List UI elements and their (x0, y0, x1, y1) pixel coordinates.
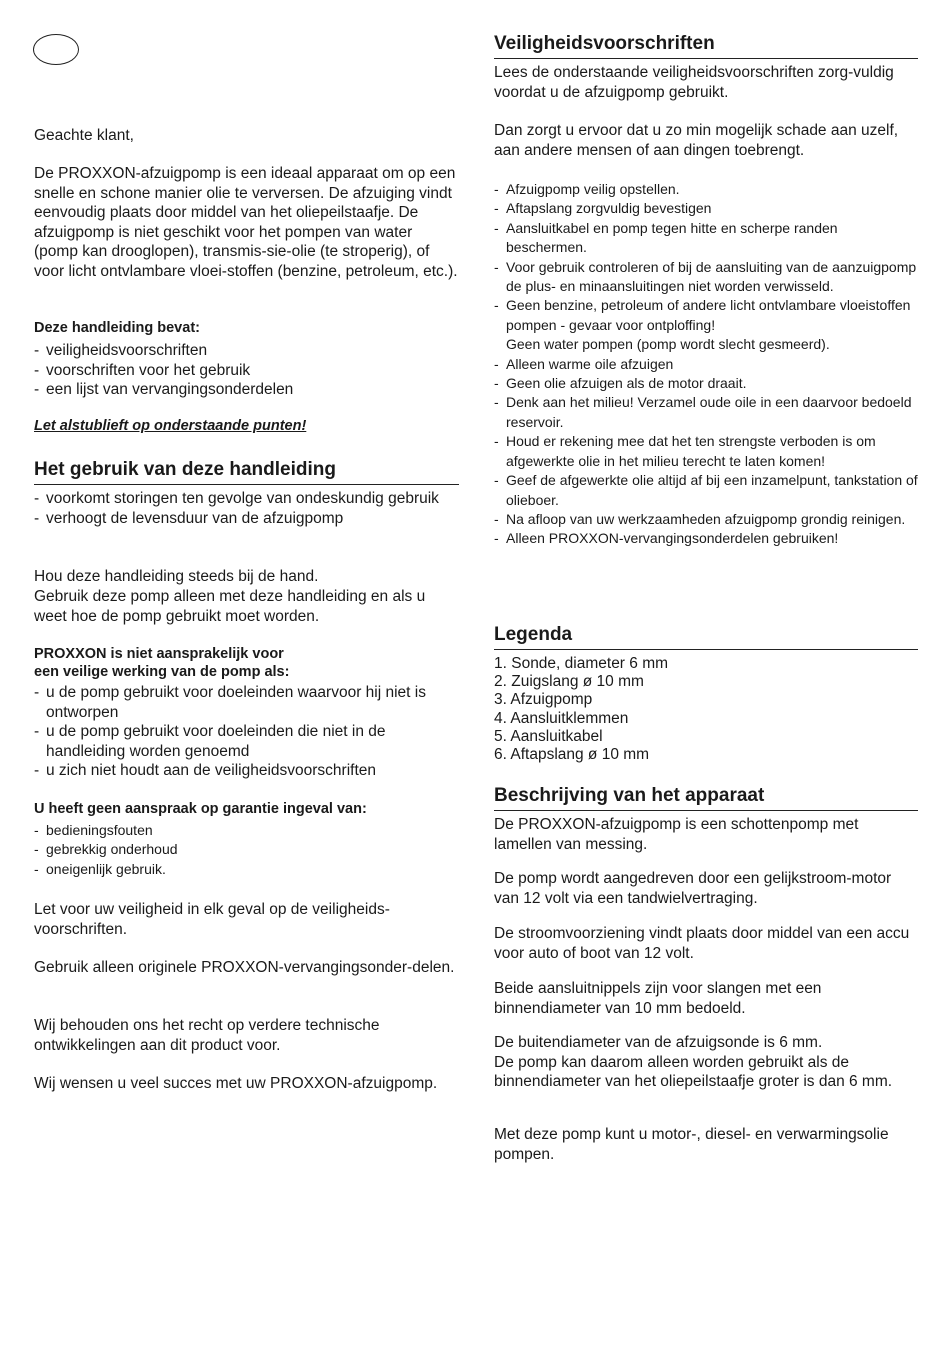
list-item: - u de pomp gebruikt voor doeleinden die niet in de handleiding worden genoemd (34, 722, 459, 761)
list-item: - verhoogt de levensduur van de afzuigpomp (34, 509, 459, 529)
list-item: - Aansluitkabel en pomp tegen hitte en scherpe randen beschermen. (494, 219, 918, 258)
rights-note: Wij behouden ons het recht op verdere technische ontwikkelingen aan dit product voor. (34, 1017, 380, 1054)
list-item: - Afzuigpomp veilig opstellen. (494, 180, 918, 199)
intro-paragraph: De PROXXON-afzuigpomp is een ideaal apparaat om op een snelle en schone manier olie te verversen. De afzuiging vindt eenvoudig plaats door middel van het oliepeilstaafje. De afzuigpomp is niet geschikt voor het pompen van water (pomp kan drooglopen), transmis-sie-olie (te stroperig), of voor licht ontvlambare vloei-stoffen (benzine, petroleum, etc.). (34, 165, 458, 280)
safety-intro-1: Lees de onderstaande veiligheidsvoorschriften zorg-vuldig voordat u de afzuigpomp gebruikt. (494, 64, 894, 101)
list-item: - Denk aan het milieu! Verzamel oude oile in een daarvoor bedoeld reservoir. (494, 393, 918, 432)
description-paragraph: Beide aansluitnippels zijn voor slangen met een binnendiameter van 10 mm bedoeld. (494, 980, 822, 1017)
list-item: - Geen benzine, petroleum of andere licht ontvlambare vloeistoffen pompen - gevaar voor ontploffing! Geen water pompen (pomp wordt slecht gesmeerd). (494, 296, 918, 354)
list-item: - Geen olie afzuigen als de motor draait. (494, 374, 918, 393)
description-heading: Beschrijving van het apparaat (494, 785, 918, 811)
list-item: 4. Aansluitklemmen (494, 709, 629, 727)
liability-heading-line-1: PROXXON is niet aansprakelijk voor (34, 646, 284, 662)
language-badge-oval (33, 34, 79, 65)
description-paragraph: De buitendiameter van de afzuigsonde is 6 mm. De pomp kan daarom alleen worden gebruikt als de binnendiameter van het oliepeilstaafje groter is dan 6 mm. (494, 1034, 893, 1090)
attention-note: Let alstublieft op onderstaande punten! (34, 418, 307, 434)
parts-note: Gebruik alleen originele PROXXON-vervangingsonder-delen. (34, 959, 455, 976)
usage-note-2: Gebruik deze pomp alleen met deze handleiding en als u weet hoe de pomp gebruikt moet worden. (34, 588, 426, 625)
description-paragraph: De pomp wordt aangedreven door een gelijkstroom-motor van 12 volt via een tandwielvertraging. (494, 870, 892, 907)
safety-reminder: Let voor uw veiligheid in elk geval op de veiligheids-voorschriften. (34, 901, 390, 938)
list-item: - Alleen PROXXON-vervangingsonderdelen gebruiken! (494, 529, 918, 548)
list-item: - u de pomp gebruikt voor doeleinden waarvoor hij niet is ontworpen (34, 683, 459, 722)
list-item: - oneigenlijk gebruik. (34, 860, 459, 879)
list-item: - u zich niet houdt aan de veiligheidsvoorschriften (34, 761, 459, 781)
list-item: - Na afloop van uw werkzaamheden afzuigpomp grondig reinigen. (494, 510, 918, 529)
list-item: 5. Aansluitkabel (494, 727, 603, 745)
liability-list (34, 683, 459, 781)
contents-section (34, 319, 459, 400)
list-item: 1. Sonde, diameter 6 mm (494, 655, 669, 672)
safety-list (494, 180, 918, 549)
greeting: Geachte klant, (34, 127, 134, 144)
list-item: - een lijst van vervangingsonderdelen (34, 380, 459, 400)
usage-section (34, 459, 459, 528)
list-item: - Voor gebruik controleren of bij de aansluiting van de aanzuigpomp de plus- en minaansluitingen niet worden verwisseld. (494, 258, 918, 297)
list-item: - veiligheidsvoorschriften (34, 341, 459, 361)
description-paragraph: De PROXXON-afzuigpomp is een schottenpomp met lamellen van messing. (494, 816, 859, 853)
list-item: - Houd er rekening mee dat het ten strengste verboden is om afgewerkte olie in het milieu terecht te laten komen! (494, 432, 918, 471)
contents-list (34, 341, 459, 400)
list-item: - gebrekkig onderhoud (34, 840, 459, 859)
list-item: - bedieningsfouten (34, 821, 459, 840)
liability-heading-line-2: een veilige werking van de pomp als: (34, 664, 290, 680)
warranty-heading: U heeft geen aanspraak op garantie ingeval van: (34, 801, 367, 817)
contents-heading: Deze handleiding bevat: (34, 320, 200, 336)
list-item: - Alleen warme oile afzuigen (494, 355, 918, 374)
list-item: 6. Aftapslang ø 10 mm (494, 746, 650, 764)
safety-intro-2: Dan zorgt u ervoor dat u zo min mogelijk schade aan uzelf, aan andere mensen of aan dingen toebrengt. (494, 122, 899, 159)
legend-heading: Legenda (494, 624, 918, 650)
list-item: 2. Zuigslang ø 10 mm (494, 673, 644, 691)
safety-heading: Veiligheidsvoorschriften (494, 33, 918, 59)
usage-list (34, 489, 459, 528)
description-paragraph: De stroomvoorziening vindt plaats door middel van een accu voor auto of boot van 12 volt. (494, 925, 910, 962)
description-paragraph: Met deze pomp kunt u motor-, diesel- en verwarmingsolie pompen. (494, 1126, 889, 1163)
closing-wish: Wij wensen u veel succes met uw PROXXON-afzuigpomp. (34, 1075, 438, 1092)
warranty-list (34, 821, 459, 879)
warranty-section (34, 800, 459, 879)
list-item: - Aftapslang zorgvuldig bevestigen (494, 199, 918, 218)
list-item: - voorkomt storingen ten gevolge van ondeskundig gebruik (34, 489, 459, 509)
usage-heading: Het gebruik van deze handleiding (34, 459, 459, 485)
usage-note-1: Hou deze handleiding steeds bij de hand. (34, 568, 319, 585)
liability-section (34, 645, 459, 781)
legend-list (494, 655, 918, 764)
list-item: - Geef de afgewerkte olie altijd af bij een inzamelpunt, tankstation of olieboer. (494, 471, 918, 510)
list-item: - voorschriften voor het gebruik (34, 361, 459, 381)
list-item: 3. Afzuigpomp (494, 691, 593, 709)
